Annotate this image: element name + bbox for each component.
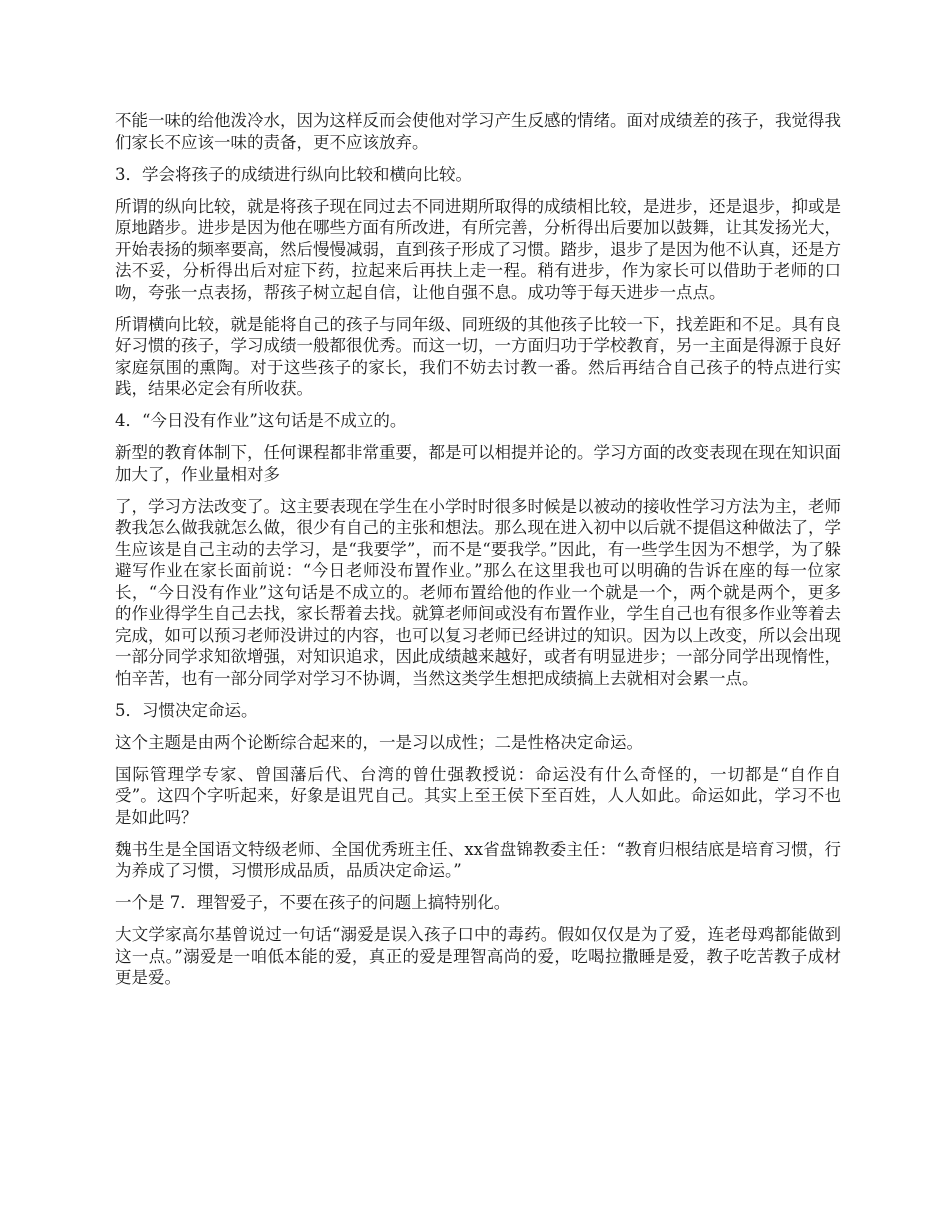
paragraph-quote-gorky: 大文学家高尔基曾说过一句话“溺爱是误入孩子口中的毒药。假如仅仅是为了爱，连老母鸡都能做到这一点。”溺爱是一咱低本能的爱，真正的爱是理智高尚的爱，吃喝拉撒睡是爱，教子吃苦教子成材更是爱。 bbox=[115, 925, 841, 987]
paragraph-new-education-system: 新型的教育体制下，任何课程都非常重要，都是可以相提并论的。学习方面的改变表现在现在知识面加大了，作业量相对多 bbox=[115, 443, 841, 484]
document-body bbox=[115, 110, 841, 999]
paragraph-learning-method-change: 了，学习方法改变了。这主要表现在学生在小学时时很多时候是以被动的接收性学习方法为主，老师教我怎么做我就怎么做，很少有自己的主张和想法。那么现在进入初中以后就不提倡这种做法了，学生应该是自己主动的去学习，是“我要学”，而不是“要我学。”因此，有一些学生因为不想学，为了躲避写作业在家长面前说：“今日老师没布置作业。”那么在这里我也可以明确的告诉在座的每一位家长，“今日没有作业”这句话是不成立的。老师布置给他的作业一个就是一个，两个就是两个，更多的作业得学生自己去找，家长帮着去找。就算老师间或没有布置作业，学生自己也有很多作业等着去完成，如可以预习老师没讲过的内容，也可以复习老师已经讲过的知识。因为以上改变，所以会出现一部分同学求知欲增强，对知识追求，因此成绩越来越好，或者有明显进步；一部分同学出现惰性，怕辛苦，也有一部分同学对学习不协调，当然这类学生想把成绩搞上去就相对会累一点。 bbox=[115, 496, 841, 688]
heading-item-3: 3．学会将孩子的成绩进行纵向比较和横向比较。 bbox=[115, 164, 472, 184]
paragraph-vertical-comparison: 所谓的纵向比较，就是将孩子现在同过去不同进期所取得的成绩相比较，是进步，还是退步，抑或是原地踏步。进步是因为他在哪些方面有所改进，有所完善，分析得出后要加以鼓舞，让其发扬光大，开始表扬的频率要高，然后慢慢减弱，直到孩子形成了习惯。踏步，退步了是因为他不认真，还是方法不妥，分析得出后对症下药，拉起来后再扶上走一程。稍有进步，作为家长可以借助于老师的口吻，夸张一点表扬，帮孩子树立起自信，让他自强不息。成功等于每天进步一点点。 bbox=[115, 196, 841, 302]
paragraph-quote-wei: 魏书生是全国语文特级老师、全国优秀班主任、xx省盘锦教委主任：“教育归根结底是培育习惯，行为养成了习惯，习惯形成品质，品质决定命运。” bbox=[115, 839, 841, 880]
paragraph-horizontal-comparison: 所谓横向比较，就是能将自己的孩子与同年级、同班级的其他孩子比较一下，找差距和不足。具有良好习惯的孩子，学习成绩一般都很优秀。而这一切，一方面归功于学校教育，另一主面是得源于良好家庭氛围的熏陶。对于这些孩子的家长，我们不妨去讨教一番。然后再结合自己孩子的特点进行实践，结果必定会有所收获。 bbox=[115, 314, 841, 398]
paragraph-quote-zeng: 国际管理学专家、曾国藩后代、台湾的曾仕强教授说：命运没有什么奇怪的，一切都是“自作自受”。这四个字听起来，好象是诅咒自己。其实上至王侯下至百姓，人人如此。命运如此，学习不也是如此吗？ bbox=[115, 764, 841, 827]
heading-item-5: 5．习惯决定命运。 bbox=[115, 700, 258, 720]
heading-item-7: 一个是 7．理智爱子，不要在孩子的问题上搞特别化。 bbox=[115, 893, 511, 912]
heading-item-4: 4．“今日没有作业”这句话是不成立的。 bbox=[115, 411, 407, 430]
paragraph-theme: 这个主题是由两个论断综合起来的，一是习以成性；二是性格决定命运。 bbox=[115, 732, 643, 752]
paragraph-intro: 不能一味的给他泼冷水，因为这样反而会使他对学习产生反感的情绪。面对成绩差的孩子，我觉得我们家长不应该一味的责备，更不应该放弃。 bbox=[115, 111, 841, 152]
